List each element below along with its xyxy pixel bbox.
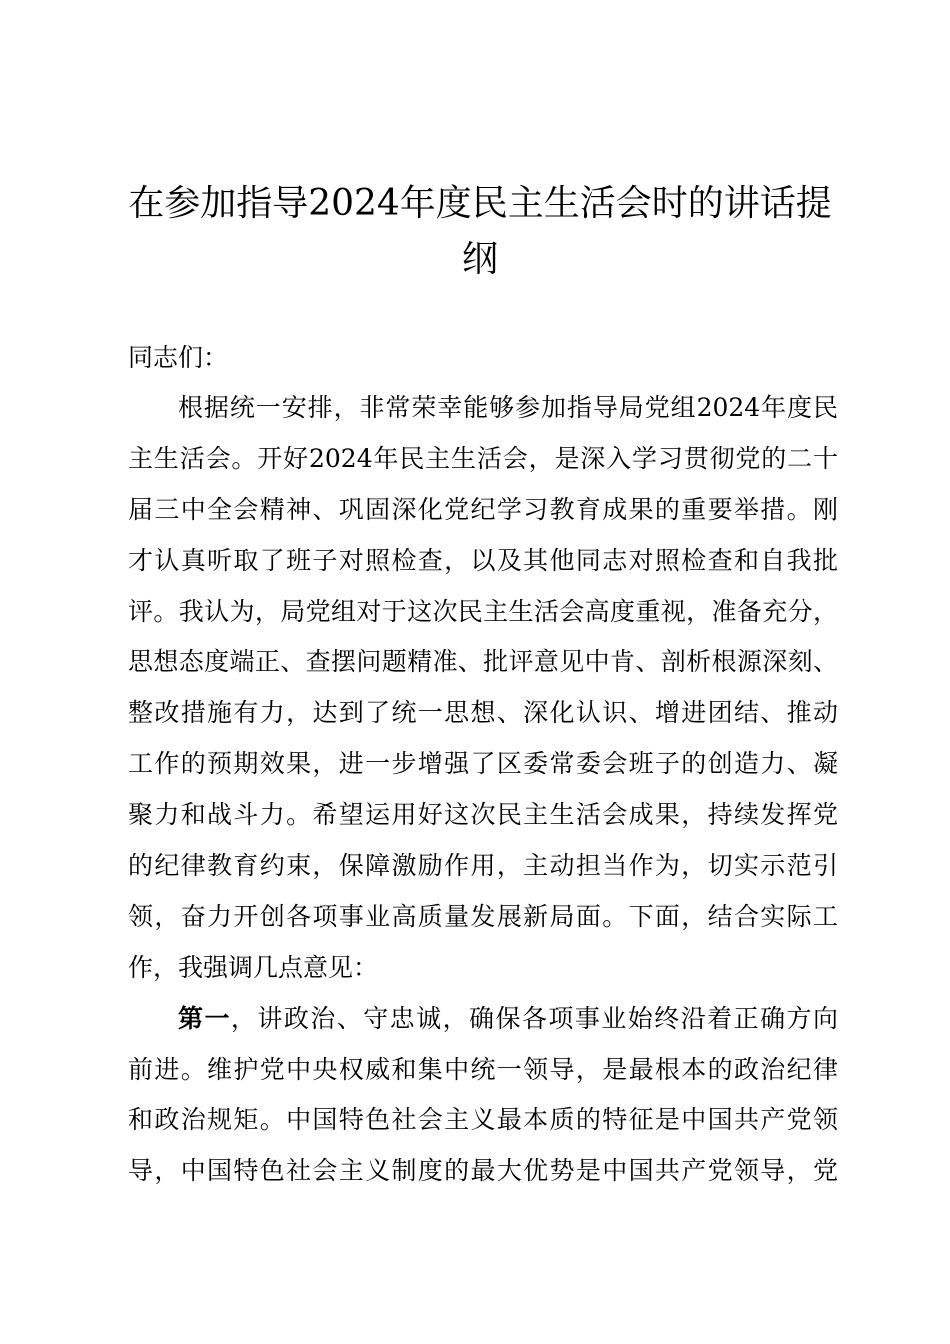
paragraph-2-line: 和政治规矩。中国特色社会主义最本质的特征是中国共产党领 <box>128 1105 838 1135</box>
paragraph-1-line: 的纪律教育约束，保障激励作用，主动担当作为，切实示范引 <box>128 851 838 881</box>
paragraph-1-line: 主生活会。开好2024年民主生活会，是深入学习贯彻党的二十 <box>128 443 838 473</box>
section-lead: 第一 <box>178 1003 231 1033</box>
body-text <box>128 383 838 1197</box>
paragraph-1-line: 领，奋力开创各项事业高质量发展新局面。下面，结合实际工 <box>128 901 838 931</box>
paragraph-1-line: 整改措施有力，达到了统一思想、深化认识、增进团结、推动 <box>128 698 838 728</box>
paragraph-1-line: 才认真听取了班子对照检查，以及其他同志对照检查和自我批 <box>128 545 838 575</box>
paragraph-1-line: 根据统一安排，非常荣幸能够参加指导局党组2024年度民 <box>178 393 838 422</box>
title-line-2: 纲 <box>461 239 498 280</box>
paragraph-1-line: 届三中全会精神、巩固深化党纪学习教育成果的重要举措。刚 <box>128 494 838 524</box>
title-line-1: 在参加指导2024年度民主生活会时的讲话提 <box>128 183 832 224</box>
paragraph-1-line: 评。我认为，局党组对于这次民主生活会高度重视，准备充分， <box>128 596 838 626</box>
paragraph-2-first-line-text: ，讲政治、守忠诚，确保各项事业始终沿着正确方向 <box>230 1003 838 1033</box>
paragraph-2-line: 导，中国特色社会主义制度的最大优势是中国共产党领导，党 <box>128 1156 838 1186</box>
greeting: 同志们： <box>128 343 229 372</box>
paragraph-1-line: 工作的预期效果，进一步增强了区委常委会班子的创造力、凝 <box>128 749 838 779</box>
paragraph-2-line: 前进。维护党中央权威和集中统一领导，是最根本的政治纪律 <box>128 1054 838 1084</box>
paragraph-1-line: 聚力和战斗力。希望运用好这次民主生活会成果，持续发挥党 <box>128 800 838 830</box>
paragraph-2-first-line <box>128 994 838 1045</box>
paragraph-1-line: 思想态度端正、查摆问题精准、批评意见中肯、剖析根源深刻、 <box>128 647 838 677</box>
document-title <box>120 176 840 288</box>
paragraph-1-line: 作，我强调几点意见： <box>128 952 379 982</box>
